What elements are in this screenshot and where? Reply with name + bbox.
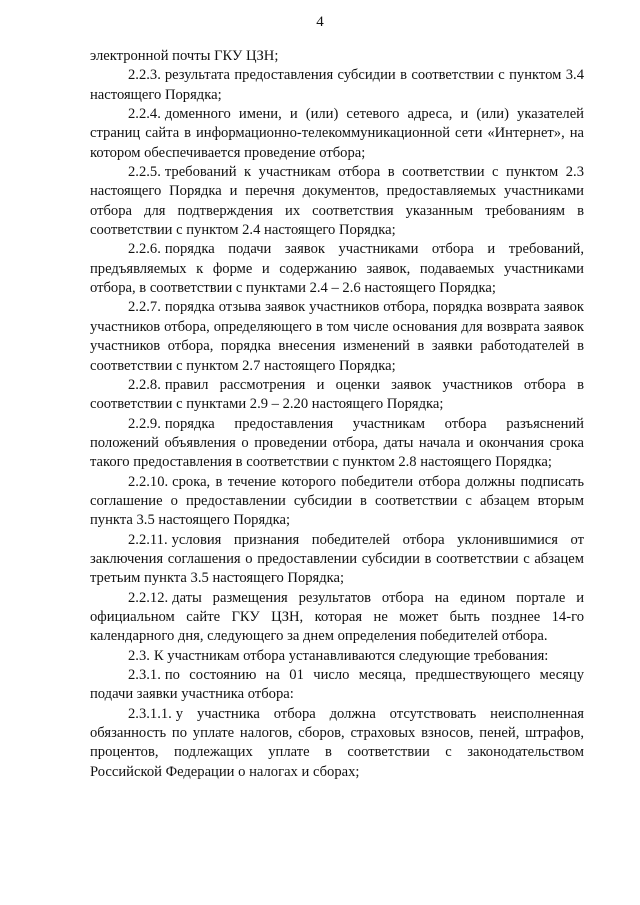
paragraph-2-2-9 [90, 415, 584, 473]
paragraph-text: результата предоставления субсидии в соответствии с пунктом 3.4 настоящего Порядка; [90, 67, 584, 103]
document-body [90, 47, 584, 782]
paragraph-number: 2.3. [128, 647, 150, 664]
paragraph-2-2-10 [90, 473, 584, 531]
paragraph-text: по состоянию на 01 число месяца, предшествующего месяцу подачи заявки участника отбора: [90, 667, 584, 703]
paragraph-number: 2.2.12. [128, 589, 169, 606]
paragraph-2-2-6 [90, 240, 584, 298]
paragraph-text: электронной почты ГКУ ЦЗН; [90, 48, 279, 64]
paragraph-continuation [90, 47, 584, 66]
paragraph-text: правил рассмотрения и оценки заявок участников отбора в соответствии с пунктами 2.9 – 2.20 настоящего Порядка; [90, 376, 584, 413]
paragraph-number: 2.2.10. [128, 473, 169, 490]
paragraph-2-2-12 [90, 589, 584, 647]
paragraph-number: 2.2.8. [128, 376, 161, 393]
paragraph-number: 2.2.4. [128, 106, 161, 123]
paragraph-number: 2.2.5. [128, 164, 161, 181]
paragraph-2-2-8 [90, 376, 584, 415]
paragraph-number: 2.3.1.1. [128, 705, 172, 722]
paragraph-text: доменного имени, и (или) сетевого адреса, и (или) указателей страниц сайта в информационно-телекоммуникационной сети «Интернет», на котором обеспечивается проведение отбора; [90, 106, 584, 161]
paragraph-number: 2.2.11. [128, 531, 168, 548]
paragraph-2-2-7 [90, 298, 584, 375]
paragraph-text: К участникам отбора устанавливаются следующие требования: [153, 647, 549, 664]
paragraph-text: даты размещения результатов отбора на едином портале и официальном сайте ГКУ ЦЗН, которая не может быть позднее 14-го календарного дня, следующего за днем определения победителей отбора. [90, 589, 584, 645]
paragraph-text: срока, в течение которого победители отбора должны подписать соглашение о предоставлении субсидии в соответствии с абзацем вторым пункта 3.5 настоящего Порядка; [90, 473, 584, 529]
page-number: 4 [316, 14, 324, 30]
paragraph-2-3-1 [90, 666, 584, 705]
paragraph-text: условия признания победителей отбора уклонившимися от заключения соглашения о предоставлении субсидии в соответствии с абзацем третьим пункта 3.5 настоящего Порядка; [90, 531, 584, 587]
paragraph-number: 2.3.1. [128, 667, 161, 683]
paragraph-2-3-1-1 [90, 705, 584, 782]
paragraph-number: 2.2.3. [128, 67, 161, 84]
paragraph-2-2-4 [90, 105, 584, 163]
paragraph-text: порядка предоставления участникам отбора разъяснений положений объявления о проведении отбора, даты начала и окончания срока такого предоставления в соответствии с пунктом 2.8 настоящего Порядка; [90, 415, 584, 471]
paragraph-2-3 [90, 647, 584, 666]
paragraph-2-2-5 [90, 163, 584, 240]
paragraph-text: требований к участникам отбора в соответствии с пунктом 2.3 настоящего Порядка и перечня документов, предоставляемых участниками отбора для подтверждения их соответствия указанным требованиям в соответствии с пунктом 2.4 настоящего Порядка; [90, 164, 584, 239]
paragraph-text: порядка отзыва заявок участников отбора, порядка возврата заявок участников отбора, определяющего в том числе основания для возврата заявок участников отбора, порядка внесения изменений в заявки работодателей в соответствии с пунктом 2.7 настоящего Порядка; [90, 299, 584, 374]
paragraph-number: 2.2.9. [128, 415, 161, 432]
paragraph-number: 2.2.7. [128, 299, 161, 316]
paragraph-2-2-11 [90, 531, 584, 589]
paragraph-text: порядка подачи заявок участниками отбора и требований, предъявляемых к форме и содержанию заявок, подаваемых участниками отбора, в соответствии с пунктами 2.4 – 2.6 настоящего Порядка; [90, 241, 584, 297]
paragraph-number: 2.2.6. [128, 241, 161, 258]
paragraph-text: у участника отбора должна отсутствовать неисполненная обязанность по уплате налогов, сборов, страховых взносов, пеней, штрафов, процентов, подлежащих уплате в соответствии с законодательством Российской Федерации о налогах и сборах; [90, 705, 584, 780]
paragraph-2-2-3 [90, 66, 584, 105]
